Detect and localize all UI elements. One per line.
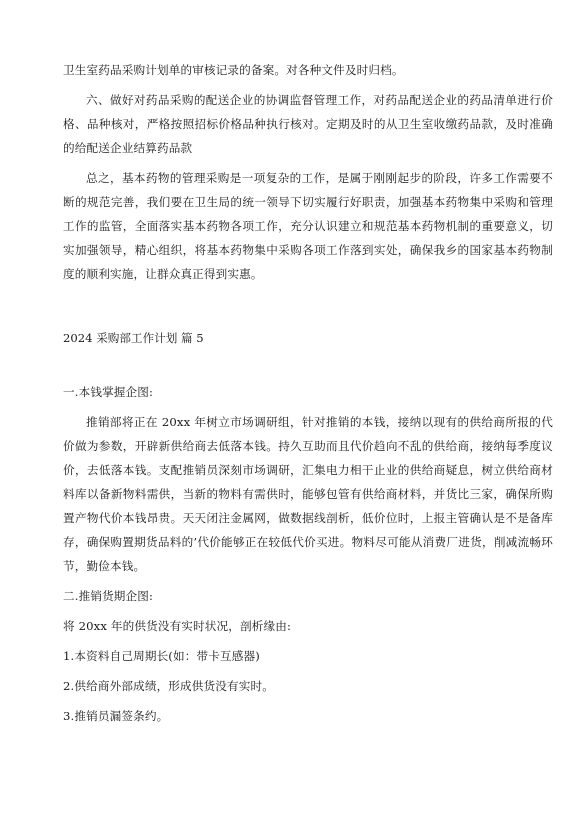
section1-body: 推销部将正在 20xx 年树立市场调研组，针对推销的本钱，接纳以现有的供给商所报的代价做为参数，开辟新供给商去低落本钱。持久互助而且代价趋向不乱的供给商，接纳每季度议价，去低落本钱。支配推销员深刻市场调研，汇集电力相干止业的供给商疑息，树立供给商材料库以备新物料需供，当新的物料有需供时，能够包管有供给商材料，并货比三家，确保所购置产物代价本钱昂贵。天天闭注金属网，做数据线剖析，低价位时，上报主管确认是不是备库存，确保购置期货品料的’代价能够正在较低代价买进。物料尽可能从消费厂进货，削减流畅环节，勤俭本钱。 bbox=[63, 415, 553, 573]
paragraph-distribution: 六、做好对药品采购的配送企业的协调监督管理工作，对药品配送企业的药品清单进行价格、品种核对，严格按照招标价格品种执行核对。定期及时的从卫生室收缴药品款，及时准确的给配送企业结算药品款 bbox=[63, 93, 553, 155]
section2-heading: 二.推销货期企图: bbox=[63, 589, 154, 603]
section-title: 2024 采购部工作计划 篇 5 bbox=[63, 331, 204, 345]
spacer bbox=[63, 286, 553, 326]
section2-item: 1.本资料自己周期长(如：带卡互感器) bbox=[63, 649, 260, 663]
section2-item: 3.推销员漏签条约。 bbox=[63, 709, 169, 723]
paragraph-archive: 卫生室药品采购计划单的审核记录的备案。对各种文件及时归档。 bbox=[63, 63, 404, 77]
section1-heading: 一.本钱掌握企图: bbox=[63, 385, 154, 399]
spacer bbox=[63, 350, 553, 380]
section2-item: 2.供给商外部成绩，形成供货没有实时。 bbox=[63, 679, 275, 693]
paragraph-summary: 总之，基本药物的管理采购是一项复杂的工作，是属于刚刚起步的阶段，许多工作需要不断的规范完善，我们要在卫生局的统一领导下切实履行好职责，加强基本药物集中采购和管理工作的监管，全面落实基本药物各项工作，充分认识建立和规范基本药物机制的重要意义，切实加强领导，精心组织，将基本药物集中采购各项工作落到实处，确保我乡的国家基本药物制度的顺利实施，让群众真正得到实惠。 bbox=[63, 171, 553, 281]
section2-intro: 将 20xx 年的供货没有实时状况，剖析缘由: bbox=[63, 619, 292, 633]
document-page bbox=[63, 58, 553, 728]
